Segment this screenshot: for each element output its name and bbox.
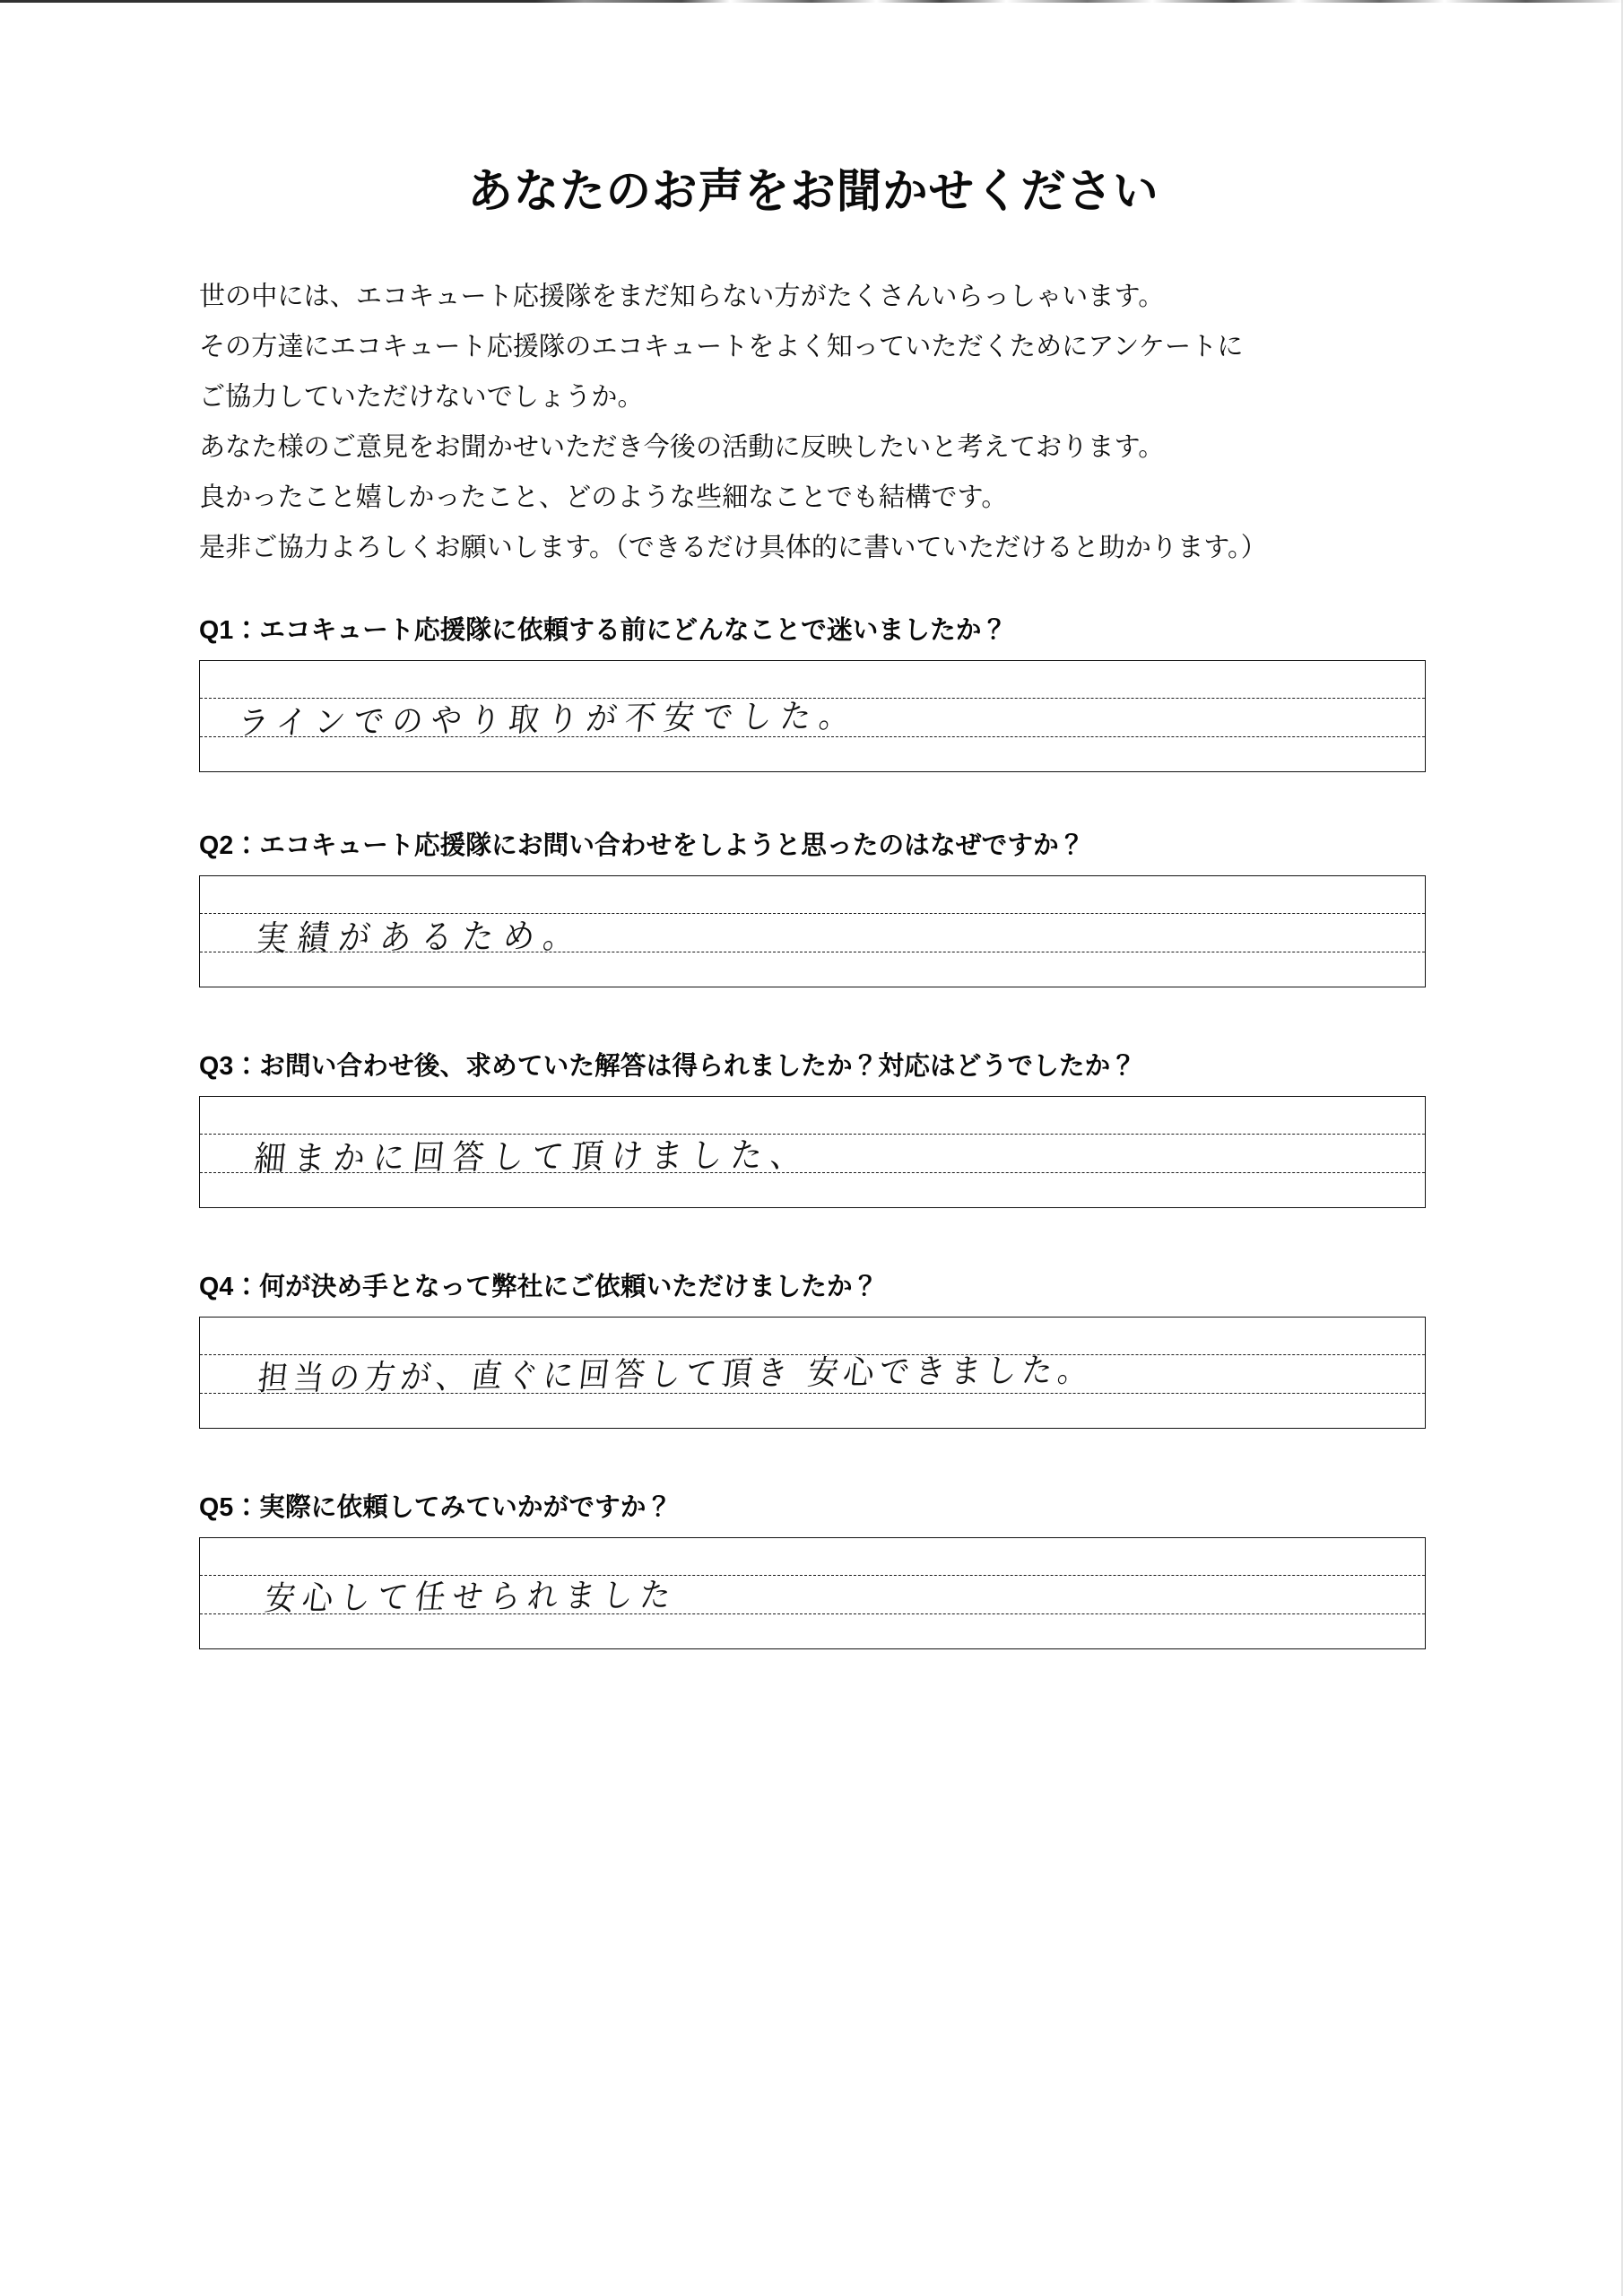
spacer [199,1208,1428,1269]
answer-rule [200,1354,1425,1355]
intro-line: ご協力していただけないでしょうか。 [199,382,644,413]
question-block-q2 [199,828,1428,987]
answer-text-q2: 実績があるため。 [254,916,587,961]
answer-text-q5: 安心して任せられました [263,1575,681,1618]
intro-line: その方達にエコキュート応援隊のエコキュートをよく知っていただくためにアンケートに [199,332,1244,362]
answer-text-q1: ラインでのやり取りが不安でした。 [236,695,861,743]
intro-paragraph [199,218,1428,573]
intro-line: あなた様のご意見をお聞かせいただき今後の活動に反映したいと考えております。 [199,432,1165,463]
answer-box-q5[interactable] [199,1537,1426,1649]
answer-box-q4[interactable] [199,1317,1426,1429]
spacer [199,772,1428,828]
handwriting-layer [200,661,1425,771]
answer-rule [200,1393,1425,1394]
question-label-q5: Q5：実際に依頼してみていかがですか？ [199,1493,673,1523]
answer-text-q4: 担当の方が、直ぐに回答して頂き 安心できました。 [256,1350,1096,1398]
answer-rule [200,698,1425,699]
question-label-q1: Q1：エコキュート応援隊に依頼する前にどんなことで迷いましたか？ [199,616,1008,646]
intro-line: 良かったこと嬉しかったこと、どのような些細なことでも結構です。 [199,483,1008,513]
question-block-q3 [199,1048,1428,1208]
answer-rule [200,1172,1425,1173]
spacer [199,987,1428,1048]
answer-rule [200,1575,1425,1576]
handwriting-layer [200,1097,1425,1207]
answer-box-q1[interactable] [199,660,1426,772]
handwriting-layer [200,876,1425,987]
intro-line: 是非ご協力よろしくお願いします。（できるだけ具体的に書いていただけると助かります。） [199,533,1267,563]
answer-rule [200,1134,1425,1135]
answer-box-q2[interactable] [199,875,1426,987]
handwriting-layer [200,1538,1425,1648]
spacer [199,1429,1428,1490]
answer-rule [200,736,1425,737]
intro-line: 世の中には、エコキュート応援隊をまだ知らない方がたくさんいらっしゃいます。 [199,282,1165,312]
question-block-q4 [199,1269,1428,1429]
question-block-q1 [199,573,1428,772]
question-block-q5 [199,1490,1428,1649]
answer-rule [200,913,1425,914]
answer-text-q3: 細まかに回答して頂けました、 [252,1135,812,1180]
page-title: あなたのお声をお聞かせください [467,166,1159,218]
answer-box-q3[interactable] [199,1096,1426,1208]
document-content [199,0,1428,1649]
question-label-q4: Q4：何が決め手となって弊社にご依頼いただけましたか？ [199,1273,879,1302]
answer-rule [200,1613,1425,1614]
handwriting-layer [200,1318,1425,1428]
question-label-q3: Q3：お問い合わせ後、求めていた解答は得られましたか？対応はどうでしたか？ [199,1052,1137,1082]
question-label-q2: Q2：エコキュート応援隊にお問い合わせをしようと思ったのはなぜですか？ [199,831,1085,861]
